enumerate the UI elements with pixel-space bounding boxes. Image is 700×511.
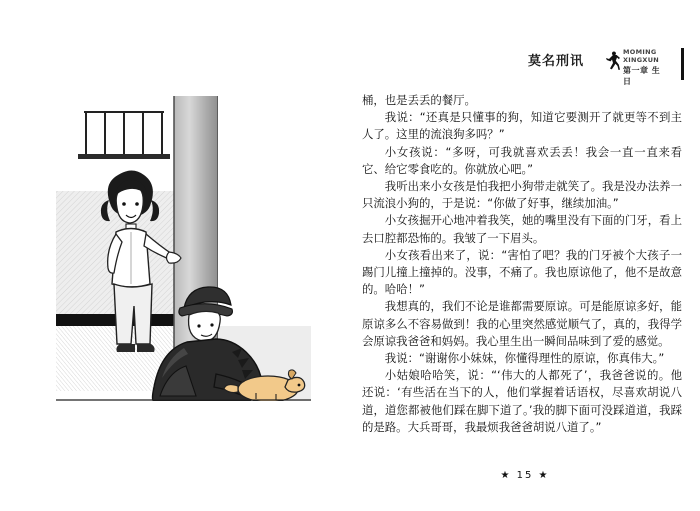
body-text: [362, 92, 682, 436]
paragraph: 桶，也是丢丢的餐厅。: [362, 93, 476, 107]
paragraph: 我想真的，我们不论是谁都需要原谅。可是能原谅多好，能原谅多么不容易做到！我的心里突然感觉顺气了，真的，我得学会原谅我爸爸和妈妈。我心里生出一瞬间品味到了爱的感觉。: [362, 299, 682, 348]
comic-illustration-girl-man-dog: [56, 96, 311, 401]
right-page: [350, 0, 700, 511]
paragraph: 我说：“还真是只懂事的狗，知道它要测开了就更等不到主人了。这里的流浪狗多吗？”: [362, 110, 682, 142]
paragraph: 我听出来小女孩是怕我把小狗带走就笑了。我是没办法养一只流浪小狗的，于是说：“你做了好事，继续加油。”: [362, 179, 682, 211]
header-logo: [605, 48, 667, 86]
paragraph: 小女孩掘开心地冲着我笑，她的嘴里没有下面的门牙，看上去口腔都恐怖的。我皱了一下眉头。: [362, 213, 682, 245]
book-title: 莫名刑讯: [528, 54, 585, 69]
logo-chapter: 第一章 生日: [623, 66, 661, 86]
paragraph: 我说：“谢谢你小妹妹，你懂得理性的原谅，你真伟大。”: [384, 351, 665, 366]
paragraph: 小女孩看出来了，说：“害怕了吧？我的门牙被个大孩子一踢门儿撞上撞掉的。没事，不痛了。我也原谅他了，他不是故意的。哈哈！”: [362, 247, 682, 297]
paragraph: 小姑娘哈哈笑，说：“‘伟大的人都死了’，我爸爸说的。他还说：‘有些活在当下的人，他们掌握着话语权，尽喜欢胡说八道，道您都被他们踩在脚下道了。’我的脚下面可没踩道道，我踩的是路。大兵哥哥，我最烦我爸爸胡说八道了。”: [362, 368, 682, 434]
running-man-icon: [605, 49, 620, 71]
page-header: [528, 48, 688, 86]
logo-pinyin: MOMING XINGXUN: [623, 48, 660, 64]
page-number: ★ 15 ★: [500, 470, 550, 481]
header-rule: [681, 48, 684, 80]
paragraph: 小女孩说：“多呀，可我就喜欢丢丢！我会一直一直来看它、给它零食吃的。你就放心吧。”: [362, 144, 682, 176]
